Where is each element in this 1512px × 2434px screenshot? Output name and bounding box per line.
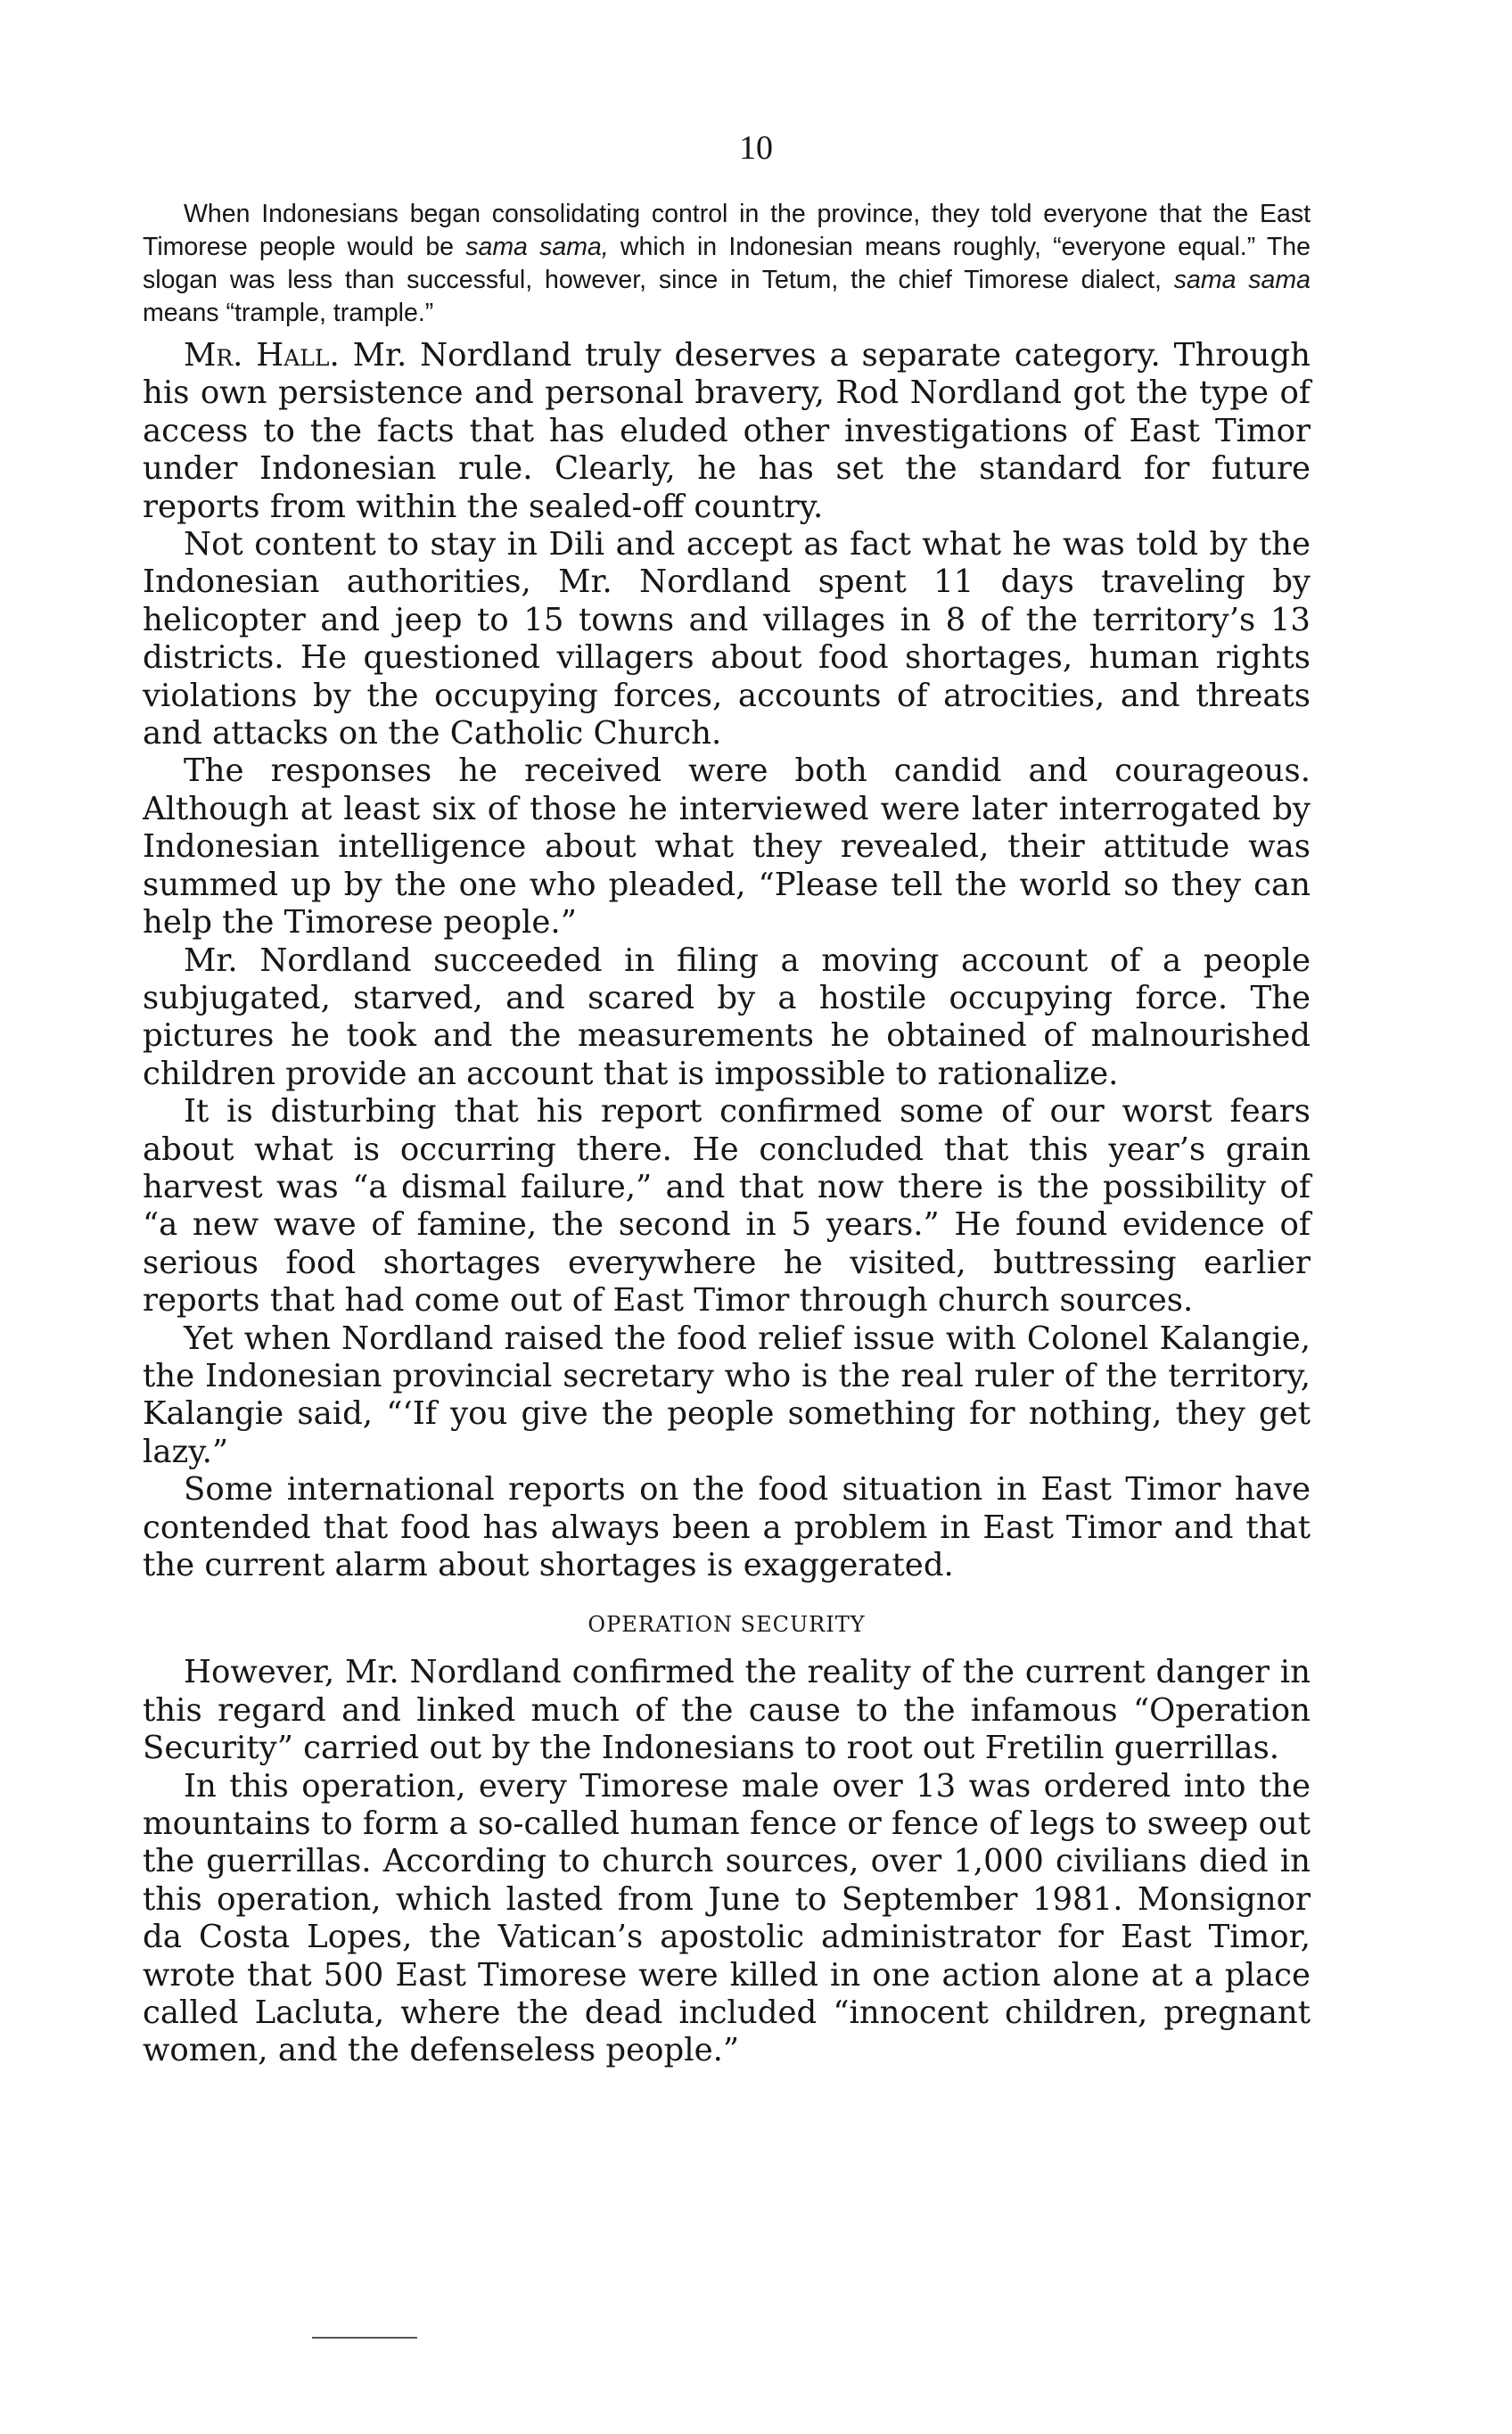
text-run: Mr. Nordland truly deserves a separate category. Through his own persistence and personal bravery, Rod Nordland got the type of access to the facts that has eluded other investigations of East Timor under Indonesian rule. Clearly, he has set the standard for future reports from within the sealed-off country.	[143, 337, 1311, 525]
body-paragraph	[143, 752, 1311, 942]
quote-paragraph	[143, 198, 1311, 330]
page-number: 10	[739, 129, 773, 167]
footer-rule	[312, 2337, 417, 2339]
speaker-name: Mr. Hall.	[184, 337, 340, 374]
body-paragraph	[143, 942, 1311, 1094]
body-paragraph	[143, 526, 1311, 752]
italic-text: sama sama	[1173, 266, 1311, 294]
text-run: In this operation, every Timorese male over 13 was ordered into the mountains to form a so-called human fence or fence of legs to sweep out the guerrillas. According to church sources, over 1,000 civilians died in this operation, which lasted from June to September 1981. Monsignor da Costa Lopes, the Vatican’s apostolic administrator for East Timor, wrote that 500 East Timorese were killed in one action alone at a place called Lacluta, where the dead included “innocent children, pregnant women, and the defenseless people.”	[143, 1767, 1311, 2069]
text-run: which in Indonesian means roughly, “everyone equal.” The slogan was less than successful, however, since in Tetum, the chief Timorese dialect,	[143, 233, 1311, 294]
text-run: Yet when Nordland raised the food relief issue with Colonel Kalangie, the Indonesian provincial secretary who is the real ruler of the territory, Kalangie said, “‘If you give the people something for nothing, they get lazy.”	[143, 1320, 1311, 1470]
body-paragraph	[143, 1654, 1311, 1767]
block-quote	[143, 198, 1311, 330]
body-text	[143, 337, 1311, 2070]
body-paragraph	[143, 337, 1311, 526]
body-paragraph	[143, 1471, 1311, 1584]
text-run: Some international reports on the food situation in East Timor have contended that food has always been a problem in East Timor and that the current alarm about shortages is exaggerated.	[143, 1471, 1311, 1583]
text-run: When Indonesians began consolidating control in the province, they told everyone that the East Timorese people would be	[143, 200, 1311, 261]
section-heading: OPERATION SECURITY	[588, 1612, 866, 1638]
italic-text: sama sama,	[465, 233, 609, 261]
body-paragraph	[143, 1768, 1311, 2070]
text-run: However, Mr. Nordland confirmed the reality of the current danger in this regard and linked much of the cause to the infamous “Operation Security” carried out by the Indonesians to root out Fretilin guerrillas.	[143, 1654, 1311, 1767]
text-run: means “trample, trample.”	[143, 299, 434, 327]
text-run: Not content to stay in Dili and accept as fact what he was told by the Indonesian authorities, Mr. Nordland spent 11 days traveling by helicopter and jeep to 15 towns and villages in 8 of the territory’s 13 districts. He questioned villagers about food shortages, human rights violations by the occupying forces, accounts of atrocities, and threats and attacks on the Catholic Church.	[143, 526, 1311, 752]
text-run: The responses he received were both candid and courageous. Although at least six of those he interviewed were later interrogated by Indonesian intelligence about what they revealed, their attitude was summed up by the one who pleaded, “Please tell the world so they can help the Timorese people.”	[143, 752, 1311, 942]
text-run: It is disturbing that his report confirmed some of our worst fears about what is occurring there. He concluded that this year’s grain harvest was “a dismal failure,” and that now there is the possibility of “a new wave of famine, the second in 5 years.” He found evidence of serious food shortages everywhere he visited, buttressing earlier reports that had come out of East Timor through church sources.	[143, 1093, 1311, 1320]
body-paragraph	[143, 1093, 1311, 1320]
text-run: Mr. Nordland succeeded in filing a moving account of a people subjugated, starved, and scared by a hostile occupying force. The pictures he took and the measurements he obtained of malnourished children provide an account that is impossible to rationalize.	[143, 942, 1311, 1092]
body-paragraph	[143, 1320, 1311, 1472]
